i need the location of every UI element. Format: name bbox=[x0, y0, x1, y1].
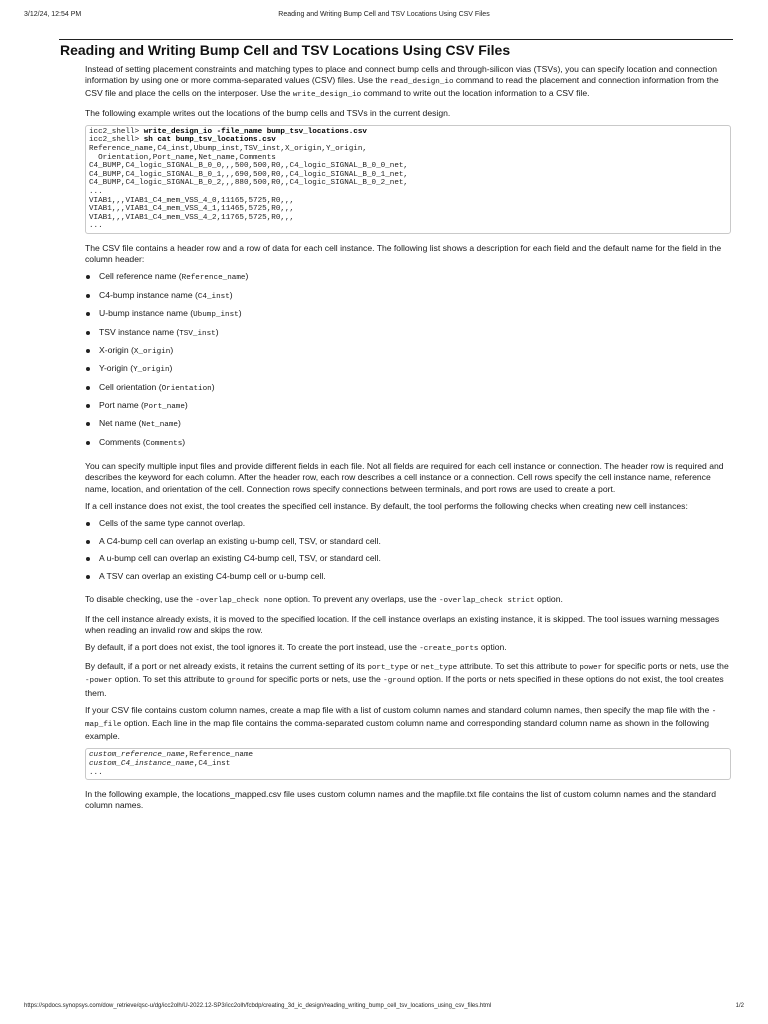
port-missing-paragraph: By default, if a port does not exist, the tool ignores it. To create the port instead, use the -create_ports option. bbox=[85, 642, 507, 654]
list-item: TSV instance name (TSV_inst) bbox=[85, 327, 731, 345]
print-footer bbox=[24, 1003, 744, 1015]
code-line: C4_BUMP,C4_logic_SIGNAL_B_0_0,,,500,500,R0,,C4_logic_SIGNAL_B_0_0_net, bbox=[89, 162, 408, 171]
list-item: C4-bump instance name (C4_inst) bbox=[85, 290, 731, 308]
final-paragraph: In the following example, the locations_mapped.csv file uses custom column names and the mapfile.txt file contains the list of custom column names and the standard column names. bbox=[85, 789, 717, 811]
list-item: X-origin (X_origin) bbox=[85, 345, 731, 363]
write-design-io-command: write_design_io bbox=[292, 91, 362, 100]
map-file-example[interactable]: custom_reference_name,Reference_name custom_C4_instance_name,C4_inst ... bbox=[85, 748, 731, 780]
print-datetime: 3/12/24, 12:54 PM bbox=[24, 11, 82, 18]
code-line: VIAB1,,,VIAB1_C4_mem_VSS_4_2,11765,5725,R0,,, bbox=[89, 213, 295, 222]
page-url: https://spdocs.synopsys.com/dow_retrieve/qsc-u/dg/icc2olh/U-2022.12-SP3/icc2olh/fcbdp/creating_3d_ic_design/reading_writing_bump_cell_tsv_locations_using_csv_files.html bbox=[24, 1003, 492, 1009]
list-item: A TSV can overlap an existing C4-bump cell or u-bump cell. bbox=[85, 571, 731, 589]
code-command: sh cat bump_tsv_locations.csv bbox=[143, 136, 276, 145]
page-title: Reading and Writing Bump Cell and TSV Locations Using CSV Files bbox=[60, 42, 511, 58]
checks-list bbox=[85, 518, 731, 588]
list-item: A u-bump cell can overlap an existing C4-bump cell, TSV, or standard cell. bbox=[85, 553, 731, 571]
list-item: Comments (Comments) bbox=[85, 437, 731, 455]
code-line: ... bbox=[89, 187, 103, 196]
disable-checking-paragraph: To disable checking, use the -overlap_check none option. To prevent any overlaps, use the -overlap_check strict option. bbox=[85, 594, 563, 606]
port-types-paragraph: By default, if a port or net already exists, it retains the current setting of its port_type or net_type attribute. To set this attribute to power for specific ports or nets, use the -power option. To set this attribute to ground for specific ports or nets, use the -ground option. If the ports or nets specified in these options do not exist, the tool creates them. bbox=[85, 661, 729, 698]
list-item: Cell reference name (Reference_name) bbox=[85, 271, 731, 289]
list-item: Cell orientation (Orientation) bbox=[85, 382, 731, 400]
example-intro: The following example writes out the locations of the bump cells and TSVs in the current design. bbox=[85, 107, 451, 118]
code-line: C4_BUMP,C4_logic_SIGNAL_B_0_1,,,690,500,R0,,C4_logic_SIGNAL_B_0_1_net, bbox=[89, 170, 408, 179]
field-list bbox=[85, 271, 731, 455]
list-item: Port name (Port_name) bbox=[85, 400, 731, 418]
code-example[interactable]: icc2_shell> write_design_io -file_name bump_tsv_locations.csv icc2_shell> sh cat bump_tsv_locations.csv Reference_name,C4_inst,Ubump_inst,TSV_inst,X_origin,Y_origin, Orientation,Port_name,Net_name,Comments C4_BUMP,C4_logic_SIGNAL_B_0_0,,,500,500,R0,,C4_logic_SIGNAL_B_0_0_net, C4_BUMP,C4_logic_SIGNAL_B_0_1,,,690,500,R0,,C4_logic_SIGNAL_B_0_1_net, C4_BUMP,C4_logic_SIGNAL_B_0_2,,,880,500,R0,,C4_logic_SIGNAL_B_0_2_net, ... VIAB1,,,VIAB1_C4_mem_VSS_4_0,11165,5725,R0,,, VIAB1,,,VIAB1_C4_mem_VSS_4_1,11465,5725,R0,,, VIAB1,,,VIAB1_C4_mem_VSS_4_2,11765,5725,R0,,, ... bbox=[85, 125, 731, 234]
article-body bbox=[85, 64, 731, 818]
code-command: write_design_io -file_name bump_tsv_locations.csv bbox=[143, 127, 367, 136]
title-divider bbox=[59, 39, 733, 40]
read-design-io-command: read_design_io bbox=[389, 78, 454, 87]
checks-intro: If a cell instance does not exist, the tool creates the specified cell instance. By default, the tool performs the following checks when creating new cell instances: bbox=[85, 500, 688, 511]
list-item: U-bump instance name (Ubump_inst) bbox=[85, 308, 731, 326]
list-item: Cells of the same type cannot overlap. bbox=[85, 518, 731, 536]
multiple-files-paragraph: You can specify multiple input files and provide different fields in each file. Not all fields are required for each cell instance or connection. The header row is required and describes the keyword for each column. After the header row, each row describes a cell instance or a connection. Cell rows specify the cell instance name, reference name, location, and orientation of the cell. Connection rows specify connections between terminals, and port rows are used to create a port. bbox=[85, 461, 724, 494]
print-doc-title: Reading and Writing Bump Cell and TSV Locations Using CSV Files bbox=[278, 11, 490, 18]
list-item: Net name (Net_name) bbox=[85, 418, 731, 436]
list-item: Y-origin (Y_origin) bbox=[85, 363, 731, 381]
csv-description: The CSV file contains a header row and a row of data for each cell instance. The following list shows a description for each field and the default name for the field in the column header: bbox=[85, 242, 722, 265]
code-line: VIAB1,,,VIAB1_C4_mem_VSS_4_0,11165,5725,R0,,, bbox=[89, 196, 295, 205]
code-line: Reference_name,C4_inst,Ubump_inst,TSV_inst,X_origin,Y_origin, bbox=[89, 145, 367, 153]
custom-columns-paragraph: If your CSV file contains custom column names, create a map file with a list of custom column names and standard column names, then specify the map file with the -map_file option. Each line in the map file contains the comma-separated custom column name and corresponding standard column name as shown in the following example. bbox=[85, 704, 717, 742]
intro-paragraph: Instead of setting placement constraints and matching types to place and connect bump cells and through-silicon vias (TSVs), you can specify location and connection information by using one or more comma-separated values (CSV) files. Use the read_design_io command to read the placement and connection information from the CSV file and place the cells on the interposer. Use the write_design_io command to write out the location information to a CSV file. bbox=[85, 64, 719, 100]
list-item: A C4-bump cell can overlap an existing u-bump cell, TSV, or standard cell. bbox=[85, 536, 731, 554]
code-line: Orientation,Port_name,Net_name,Comments bbox=[89, 153, 276, 162]
code-line: ... bbox=[89, 222, 103, 231]
already-exists-paragraph: If the cell instance already exists, it is moved to the specified location. If the cell instance overlaps an existing instance, it is skipped. The tool issues warning messages when reading an invalid row and skips the row. bbox=[85, 613, 720, 635]
code-line: VIAB1,,,VIAB1_C4_mem_VSS_4_1,11465,5725,R0,,, bbox=[89, 205, 295, 214]
code-line: C4_BUMP,C4_logic_SIGNAL_B_0_2,,,880,500,R0,,C4_logic_SIGNAL_B_0_2_net, bbox=[89, 179, 408, 188]
page-number: 1/2 bbox=[735, 1003, 744, 1009]
print-header bbox=[24, 11, 744, 23]
